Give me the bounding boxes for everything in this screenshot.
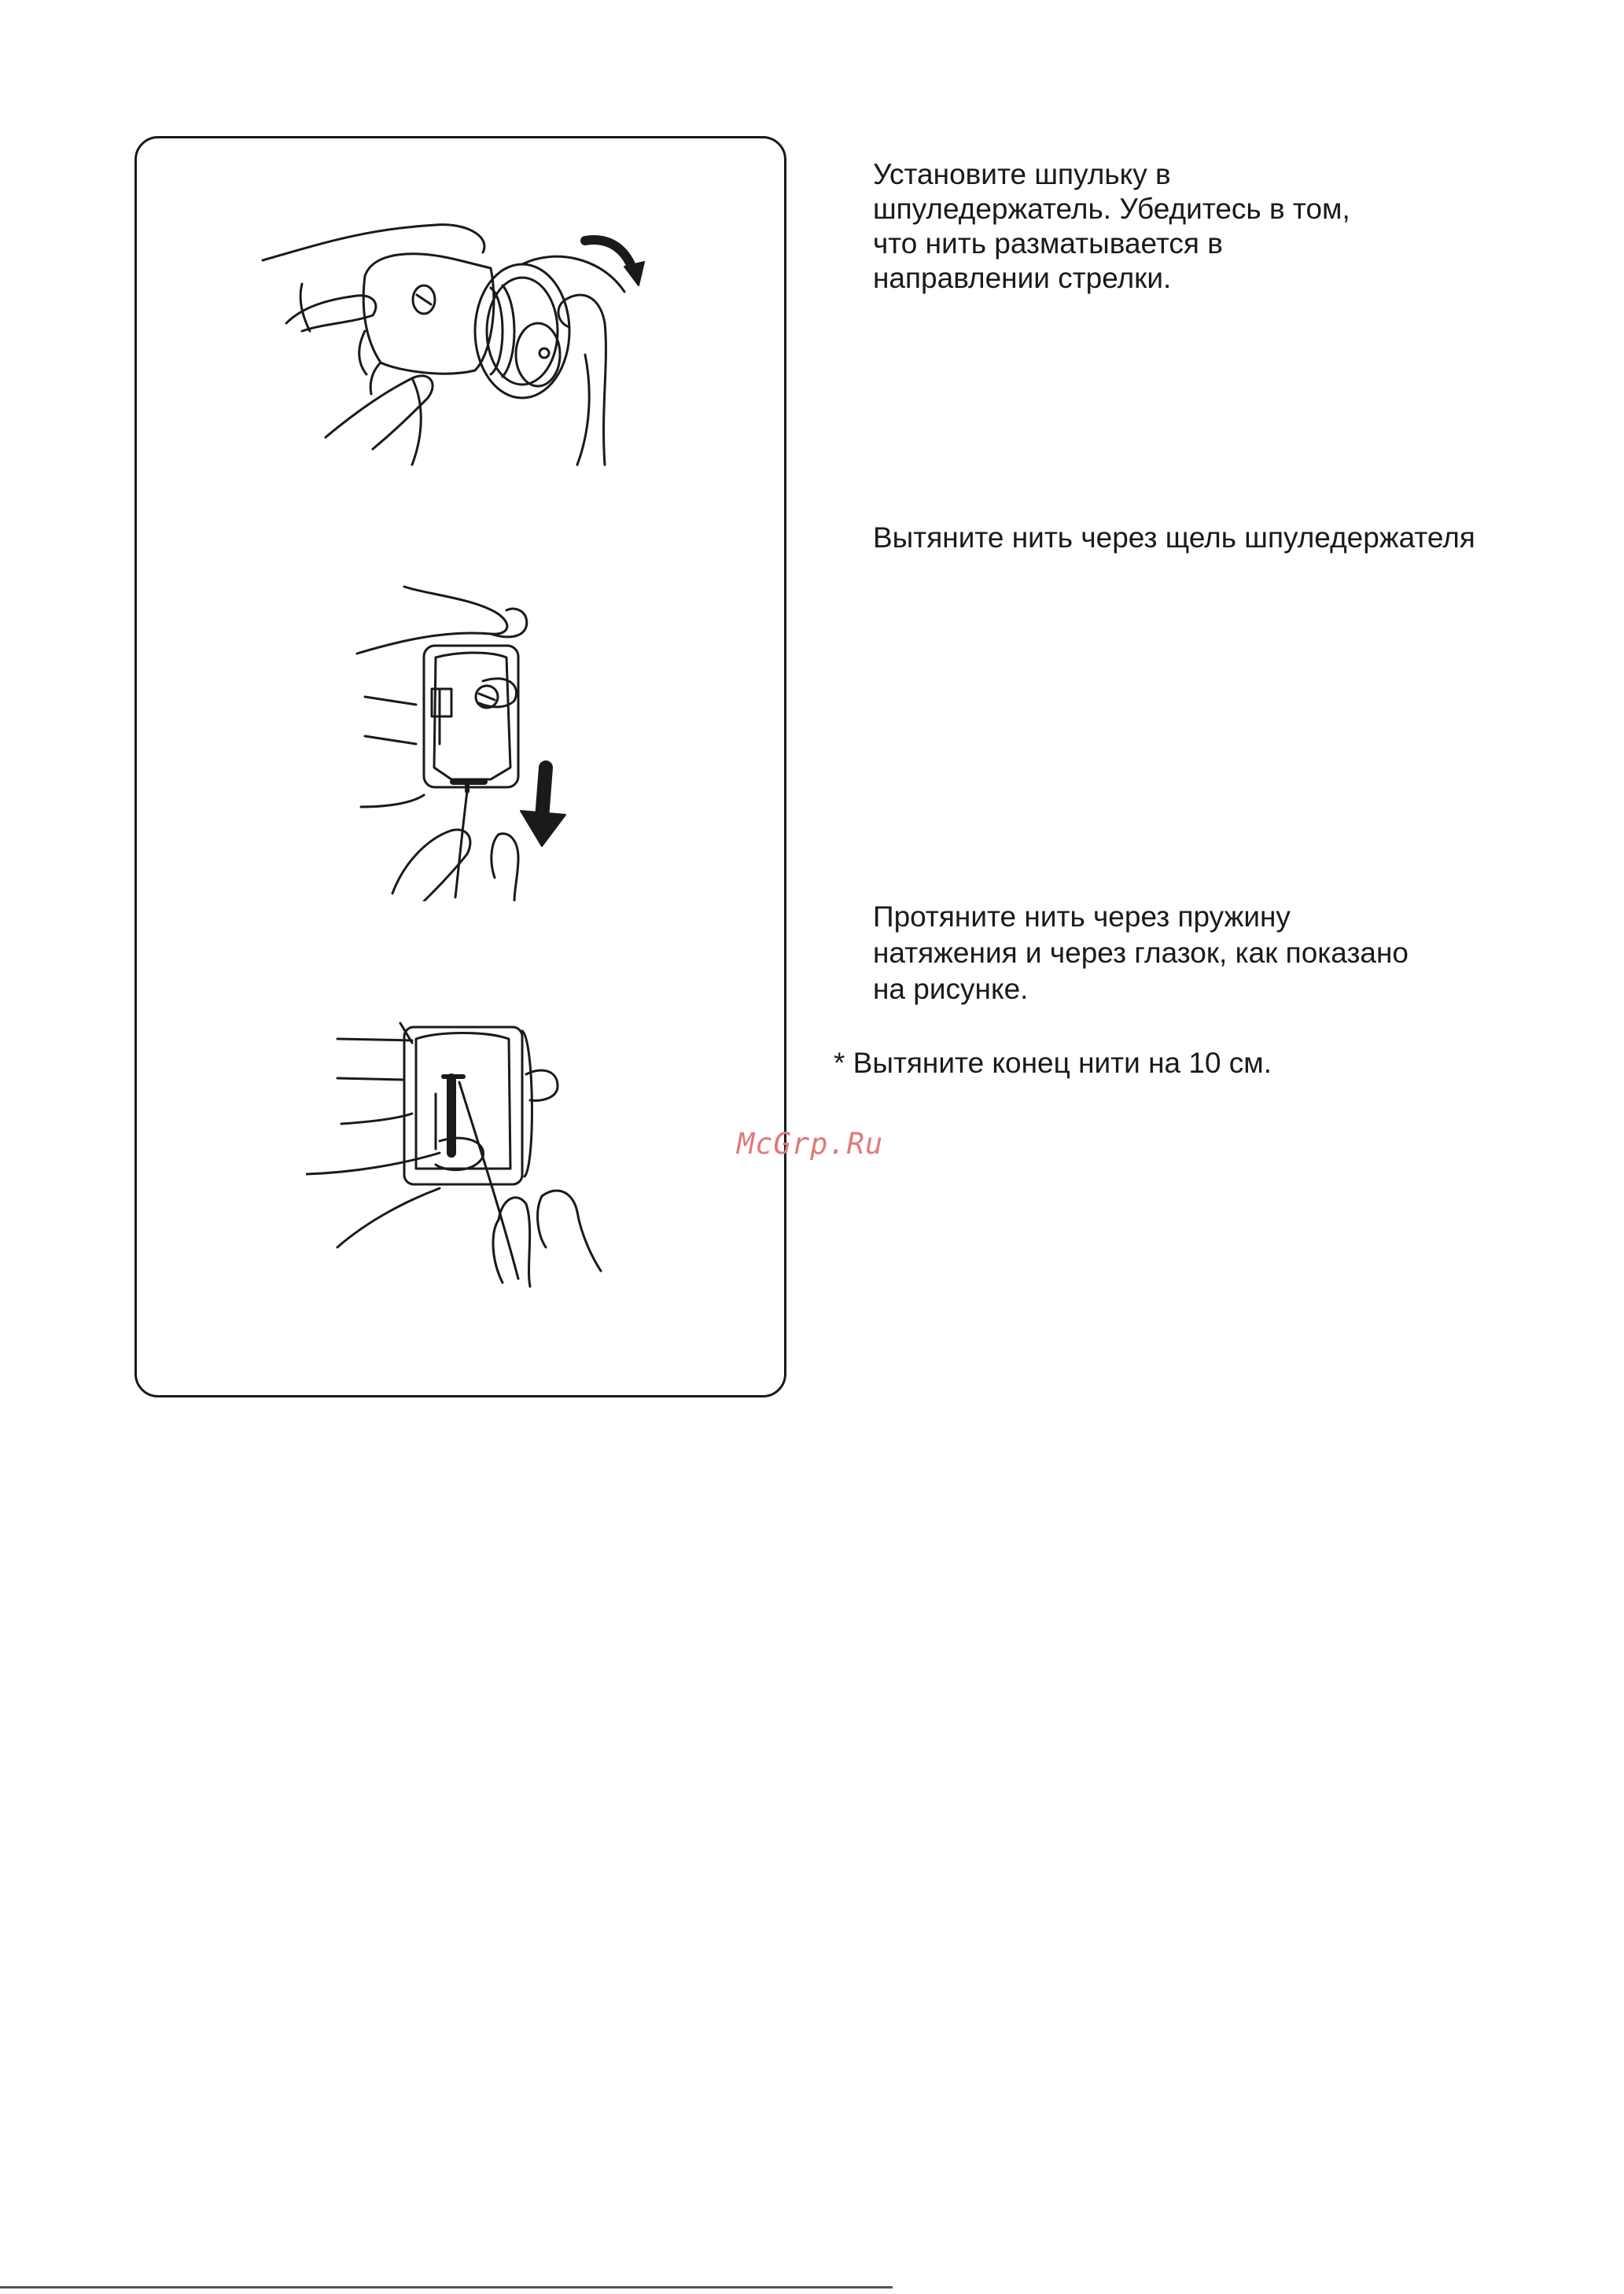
bobbin-insert-illustration xyxy=(255,213,664,473)
bottom-divider xyxy=(0,2286,893,2288)
tension-spring-illustration xyxy=(306,1007,628,1314)
step-1-text: Установите шпульку в шпуледержатель. Убедитесь в том, что нить разматывается в направлении стрелки. xyxy=(873,158,1350,294)
thread-length-note: * Вытяните конец нити на 10 см. xyxy=(834,1047,1272,1079)
step-3-text: Протяните нить через пружину натяжения и через глазок, как показано на рисунке. xyxy=(873,900,1409,1005)
step-2-text: Вытяните нить через щель шпуледержателя xyxy=(873,521,1475,554)
illustration-panel xyxy=(134,136,786,1397)
thread-slot-illustration xyxy=(349,579,609,901)
watermark: McGrp.Ru xyxy=(737,1127,884,1161)
